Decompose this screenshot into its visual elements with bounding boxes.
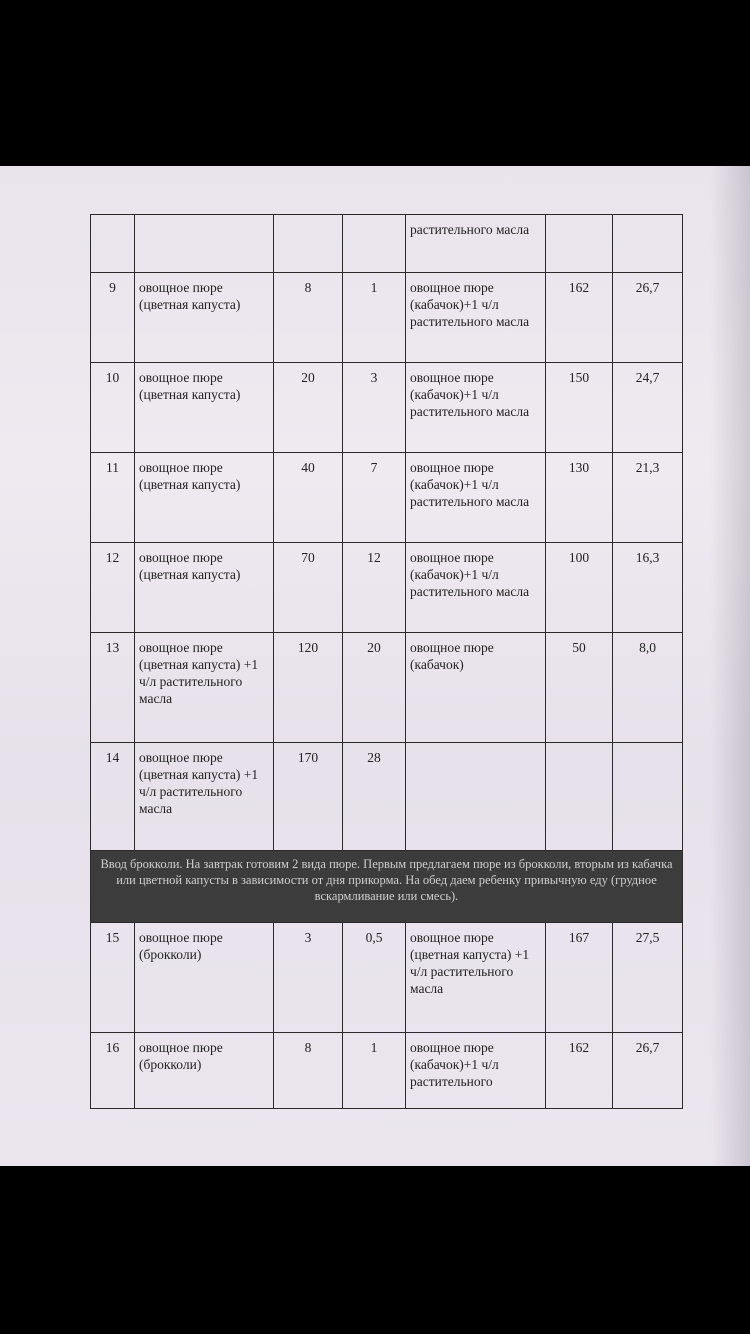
day-cell: 13 [91, 633, 135, 743]
table-row [91, 543, 683, 633]
table-row [91, 1033, 683, 1109]
second-ml-cell: 16,3 [613, 543, 683, 633]
day-cell: 14 [91, 743, 135, 851]
second-grams-cell: 162 [546, 1033, 613, 1109]
second-ml-cell [613, 743, 683, 851]
second-grams-cell: 162 [546, 273, 613, 363]
table-row [91, 363, 683, 453]
first-ml-cell: 3 [343, 363, 406, 453]
second-grams-cell: 100 [546, 543, 613, 633]
banner-row [91, 851, 683, 923]
first-grams-cell: 8 [274, 273, 343, 363]
first-grams-cell: 120 [274, 633, 343, 743]
second-grams-cell [546, 743, 613, 851]
second-grams-cell: 167 [546, 923, 613, 1033]
table-row [91, 453, 683, 543]
broccoli-intro-banner: Ввод брокколи. На завтрак готовим 2 вида пюре. Первым предлагаем пюре из брокколи, вторым из кабачка или цветной капусты в зависимости от дня прикорма. На обед даем ребенку привычную еду (грудное вскармливание или смесь). [91, 851, 683, 923]
first-ml-cell: 28 [343, 743, 406, 851]
second-dish-cell [406, 743, 546, 851]
second-dish-cell: растительного масла [406, 215, 546, 273]
first-ml-cell: 1 [343, 1033, 406, 1109]
day-cell: 11 [91, 453, 135, 543]
first-dish-cell: овощное пюре (цветная капуста) [135, 363, 274, 453]
table-row [91, 215, 683, 273]
second-grams-cell [546, 215, 613, 273]
first-dish-cell: овощное пюре (цветная капуста) [135, 273, 274, 363]
day-cell: 9 [91, 273, 135, 363]
day-cell [91, 215, 135, 273]
second-ml-cell: 26,7 [613, 1033, 683, 1109]
table-row [91, 923, 683, 1033]
second-ml-cell [613, 215, 683, 273]
second-grams-cell: 150 [546, 363, 613, 453]
first-ml-cell: 12 [343, 543, 406, 633]
first-grams-cell: 20 [274, 363, 343, 453]
first-dish-cell: овощное пюре (цветная капуста) +1 ч/л растительного масла [135, 743, 274, 851]
first-grams-cell: 40 [274, 453, 343, 543]
first-dish-cell [135, 215, 274, 273]
day-cell: 12 [91, 543, 135, 633]
first-dish-cell: овощное пюре (брокколи) [135, 1033, 274, 1109]
first-ml-cell: 20 [343, 633, 406, 743]
second-ml-cell: 8,0 [613, 633, 683, 743]
first-ml-cell: 7 [343, 453, 406, 543]
second-dish-cell: овощное пюре (кабачок)+1 ч/л растительного масла [406, 543, 546, 633]
table-row [91, 273, 683, 363]
first-dish-cell: овощное пюре (цветная капуста) +1 ч/л растительного масла [135, 633, 274, 743]
second-grams-cell: 50 [546, 633, 613, 743]
second-dish-cell: овощное пюре (кабачок) [406, 633, 546, 743]
second-ml-cell: 21,3 [613, 453, 683, 543]
table-row [91, 633, 683, 743]
first-ml-cell: 1 [343, 273, 406, 363]
second-ml-cell: 26,7 [613, 273, 683, 363]
feeding-schedule-table [90, 214, 683, 1109]
first-dish-cell: овощное пюре (цветная капуста) [135, 543, 274, 633]
day-cell: 15 [91, 923, 135, 1033]
first-grams-cell: 170 [274, 743, 343, 851]
second-grams-cell: 130 [546, 453, 613, 543]
first-grams-cell: 70 [274, 543, 343, 633]
first-grams-cell: 3 [274, 923, 343, 1033]
first-dish-cell: овощное пюре (брокколи) [135, 923, 274, 1033]
day-cell: 10 [91, 363, 135, 453]
second-dish-cell: овощное пюре (кабачок)+1 ч/л растительного масла [406, 273, 546, 363]
table-row [91, 743, 683, 851]
first-ml-cell [343, 215, 406, 273]
second-dish-cell: овощное пюре (цветная капуста) +1 ч/л растительного масла [406, 923, 546, 1033]
first-grams-cell: 8 [274, 1033, 343, 1109]
second-ml-cell: 24,7 [613, 363, 683, 453]
second-dish-cell: овощное пюре (кабачок)+1 ч/л растительного [406, 1033, 546, 1109]
second-dish-cell: овощное пюре (кабачок)+1 ч/л растительного масла [406, 363, 546, 453]
first-dish-cell: овощное пюре (цветная капуста) [135, 453, 274, 543]
day-cell: 16 [91, 1033, 135, 1109]
second-ml-cell: 27,5 [613, 923, 683, 1033]
first-grams-cell [274, 215, 343, 273]
second-dish-cell: овощное пюре (кабачок)+1 ч/л растительного масла [406, 453, 546, 543]
first-ml-cell: 0,5 [343, 923, 406, 1033]
